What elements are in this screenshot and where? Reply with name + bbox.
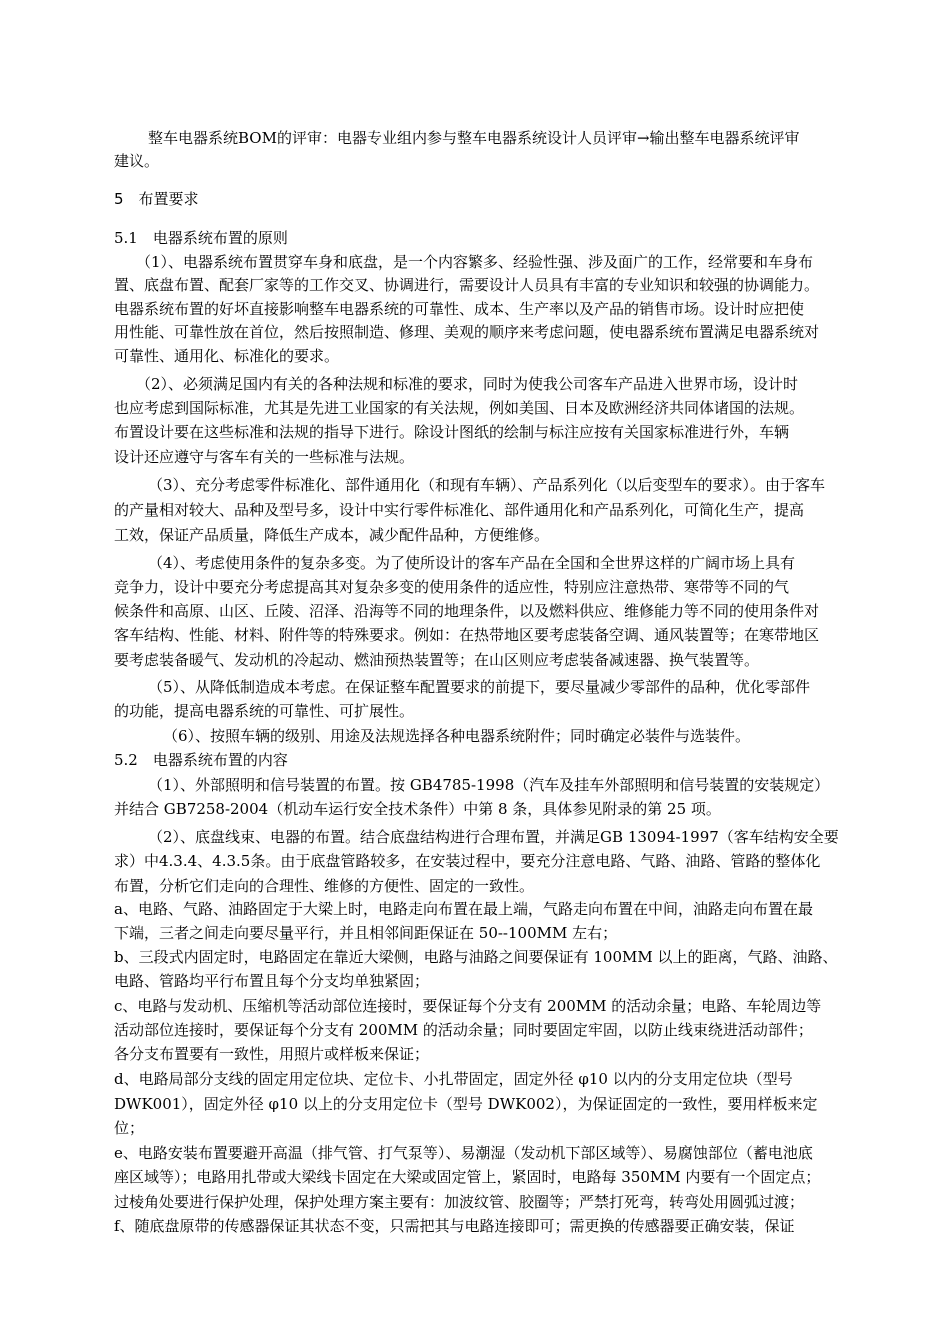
text-line: （2）、底盘线束、电器的布置。结合底盘结构进行合理布置，并满足GB 13094-1997（客车结构安全要 (148, 828, 839, 846)
text-line: 过棱角处要进行保护处理，保护处理方案主要有：加波纹管、胶圈等；严禁打死弯，转弯处用圆弧过渡； (114, 1193, 805, 1211)
text-line: 的功能，提高电器系统的可靠性、可扩展性。 (114, 702, 415, 720)
text-line: b、三段式内固定时，电路固定在靠近大梁侧，电路与油路之间要保证有 100MM 以上的距离，气路、油路、 (114, 948, 838, 966)
text-line: （5）、从降低制造成本考虑。在保证整车配置要求的前提下，要尽量减少零部件的品种，优化零部件 (148, 678, 811, 696)
text-line: a、电路、气路、油路固定于大梁上时，电路走向布置在最上端，气路走向布置在中间，油路走向布置在最 (114, 900, 813, 918)
text-line: 用性能、可靠性放在首位，然后按照制造、修理、美观的顺序来考虑问题，使电器系统布置满足电器系统对 (114, 323, 820, 341)
text-line: 工效，保证产品质量，降低生产成本，减少配件品种，方便维修。 (114, 526, 550, 544)
text-line: 电路、管路均平行布置且每个分支均单独紧固； (114, 972, 430, 990)
text-line: 布置，分析它们走向的合理性、维修的方便性、固定的一致性。 (114, 877, 535, 895)
text-line: 置、底盘布置、配套厂家等的工作交叉、协调进行，需要设计人员具有丰富的专业知识和较强的协调能力。 (114, 276, 820, 294)
text-line: （1）、外部照明和信号装置的布置。按 GB4785-1998（汽车及挂车外部照明和信号装置的安装规定） (148, 776, 830, 794)
text-line: （3）、充分考虑零件标准化、部件通用化（和现有车辆）、产品系列化（以后变型车的要求）。由于客车 (148, 476, 826, 494)
text-line: 座区域等）；电路用扎带或大梁线卡固定在大梁或固定管上，紧固时，电路每 350MM 内要有一个固定点； (114, 1168, 821, 1186)
text-line: c、电路与发动机、压缩机等活动部位连接时，要保证每个分支有 200MM 的活动余量；电路、车轮周边等 (114, 997, 822, 1015)
text-line: d、电路局部分支线的固定用定位块、定位卡、小扎带固定，固定外径 φ10 以内的分支用定位块（型号 (114, 1070, 793, 1088)
text-line: 也应考虑到国际标准，尤其是先进工业国家的有关法规，例如美国、日本及欧洲经济共同体诸国的法规。 (114, 399, 805, 417)
text-line: 设计还应遵守与客车有关的一些标准与法规。 (114, 448, 415, 466)
text-line: DWK001），固定外径 φ10 以上的分支用定位卡（型号 DWK002），为保证固定的一致性，要用样板来定 (114, 1095, 818, 1113)
text-line: （2）、必须满足国内有关的各种法规和标准的要求，同时为使我公司客车产品进入世界市场，设计时 (136, 375, 799, 393)
text-line: 客车结构、性能、材料、附件等的特殊要求。例如：在热带地区要考虑装备空调、通风装置等；在寒带地区 (114, 626, 820, 644)
text-line: 求）中4.3.4、4.3.5条。由于底盘管路较多，在安装过程中，要充分注意电路、气路、油路、管路的整体化 (114, 852, 821, 870)
text-line: 可靠性、通用化、标准化的要求。 (114, 347, 340, 365)
subsection-heading: 5.2 电器系统布置的内容 (114, 751, 288, 769)
text-line: 的产量相对较大、品种及型号多，设计中实行零件标准化、部件通用化和产品系列化，可简化生产，提高 (114, 501, 805, 519)
text-line: 候条件和高原、山区、丘陵、沼泽、沿海等不同的地理条件，以及燃料供应、维修能力等不同的使用条件对 (114, 602, 820, 620)
text-line: 竞争力，设计中要充分考虑提高其对复杂多变的使用条件的适应性，特别应注意热带、寒带等不同的气 (114, 578, 790, 596)
text-line: 各分支布置要有一致性，用照片或样板来保证； (114, 1045, 430, 1063)
text-line: 要考虑装备暖气、发动机的冷起动、燃油预热装置等；在山区则应考虑装备减速器、换气装置等。 (114, 651, 760, 669)
section-heading: 5 布置要求 (114, 190, 199, 208)
text-line: 电器系统布置的好坏直接影响整车电器系统的可靠性、成本、生产率以及产品的销售市场。设计时应把使 (114, 300, 805, 318)
text-line: e、电路安装布置要避开高温（排气管、打气泵等）、易潮湿（发动机下部区域等）、易腐蚀部位（蓄电池底 (114, 1144, 813, 1162)
text-line: 下端，三者之间走向要尽量平行，并且相邻间距保证在 50--100MM 左右； (114, 924, 618, 942)
text-line: f、随底盘原带的传感器保证其状态不变，只需把其与电路连接即可；需更换的传感器要正确安装，保证 (114, 1217, 795, 1235)
text-line: 整车电器系统BOM的评审：电器专业组内参与整车电器系统设计人员评审→输出整车电器系统评审 (148, 129, 800, 147)
text-line: 并结合 GB7258-2004（机动车运行安全技术条件）中第 8 条，具体参见附录的第 25 项。 (114, 800, 721, 818)
text-line: （4）、考虑使用条件的复杂多变。为了使所设计的客车产品在全国和全世界这样的广阔市场上具有 (148, 554, 796, 572)
text-line: （1）、电器系统布置贯穿车身和底盘，是一个内容繁多、经验性强、涉及面广的工作，经常要和车身布 (136, 253, 814, 271)
text-line: 布置设计要在这些标准和法规的指导下进行。除设计图纸的绘制与标注应按有关国家标准进行外，车辆 (114, 423, 790, 441)
subsection-heading: 5.1 电器系统布置的原则 (114, 229, 288, 247)
text-line: 建议。 (114, 152, 160, 170)
text-line: 位； (114, 1119, 145, 1137)
text-line: （6）、按照车辆的级别、用途及法规选择各种电器系统附件；同时确定必装件与选装件。 (163, 727, 751, 745)
text-line: 活动部位连接时，要保证每个分支有 200MM 的活动余量；同时要固定牢固，以防止线束绕进活动部件； (114, 1021, 813, 1039)
